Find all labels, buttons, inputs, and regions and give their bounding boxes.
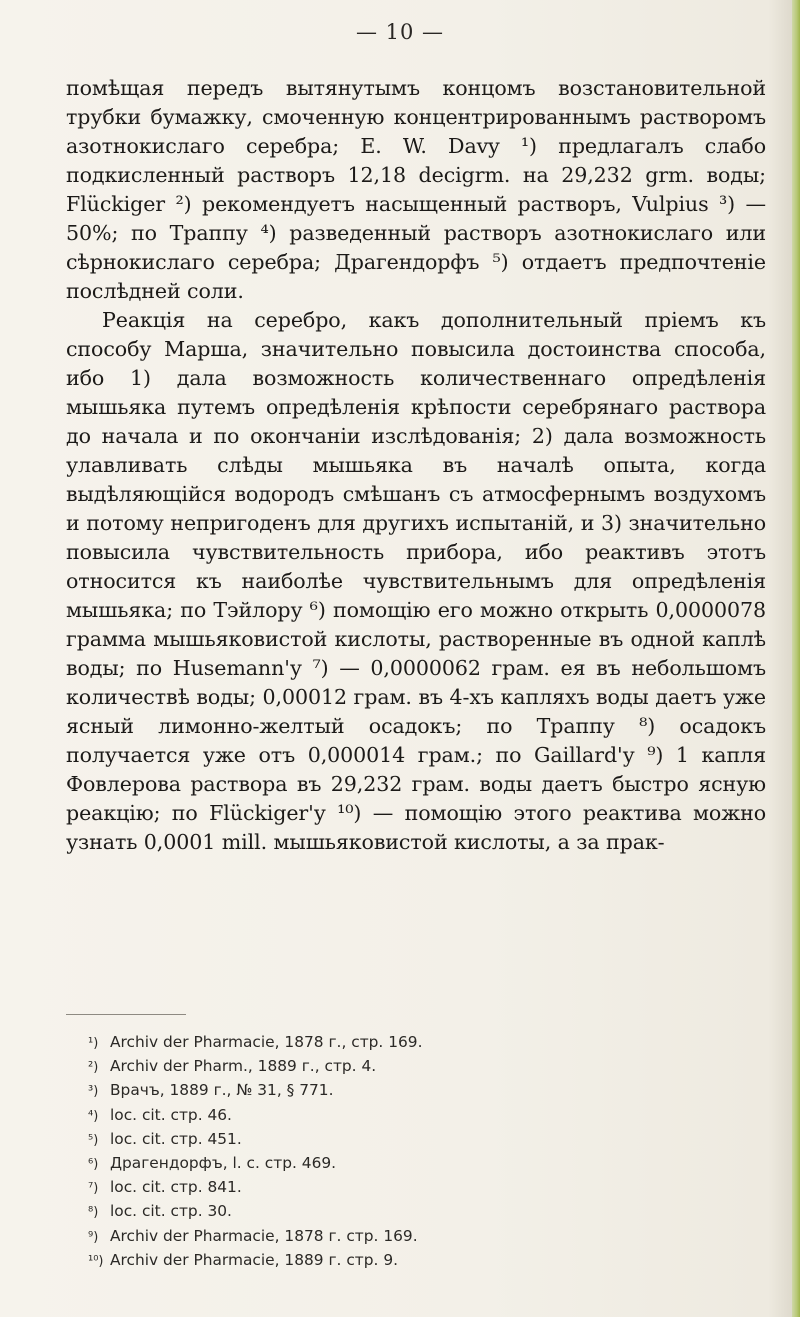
main-text <box>66 74 766 857</box>
footnote <box>88 1249 728 1273</box>
footnote-number: ³) <box>88 1084 99 1100</box>
footnote-number: ⁴) <box>88 1108 99 1124</box>
page-number: — 10 — <box>355 20 445 44</box>
footnote-number: ¹⁰) <box>88 1253 104 1269</box>
page-edge <box>792 0 800 1317</box>
paragraph-1: помѣщая передъ вытянутымъ концомъ возстановительной трубки бумажку, смоченную концентрированнымъ растворомъ азотнокислаго серебра; E. W. Davy ¹) предлагалъ слабо подкисленный растворъ 12,18 decigrm. на 29,232 grm. воды; Flückiger ²) рекомендуетъ насыщенный растворъ, Vulpius ³) — 50%; по Траппу ⁴) разведенный растворъ азотнокислаго или сѣрнокислаго серебра; Драгендорфъ ⁵) отдаетъ предпочтеніе послѣдней соли. <box>66 76 766 303</box>
footnote-number: ⁶) <box>88 1157 99 1173</box>
footnote-text: Archiv der Pharmacie, 1889 г. стр. 9. <box>110 1250 399 1269</box>
footnote <box>88 1152 728 1176</box>
footnote-number: ⁵) <box>88 1132 99 1148</box>
footnote-text: Врачъ, 1889 г., № 31, § 771. <box>110 1081 334 1100</box>
footnote <box>88 1031 728 1055</box>
paragraph-2: Реакція на серебро, какъ дополнительный пріемъ къ способу Марша, значительно повысила достоинства способа, ибо 1) дала возможность количественнаго опредѣленія мышьяка путемъ опредѣленія крѣпости серебрянаго раствора до начала и по окончаніи изслѣдованія; 2) дала возможность улавливать слѣды мышьяка въ началѣ опыта, когда выдѣляющійся водородъ смѣшанъ съ атмосфернымъ воздухомъ и потому непригоденъ для другихъ испытаній, и 3) значительно повысила чувствительность прибора, ибо реактивъ этотъ относится къ наиболѣе чувствительнымъ для опредѣленія мышьяка; по Тэйлору ⁶) помощію его можно открыть 0,0000078 грамма мышьяковистой кислоты, растворенные въ одной каплѣ воды; по Husemann'у ⁷) — 0,0000062 грам. ея въ небольшомъ количествѣ воды; 0,00012 грам. въ 4-хъ капляхъ воды даетъ уже ясный лимонно-желтый осадокъ; по Траппу ⁸) осадокъ получается уже отъ 0,000014 грам.; по Gaillard'у ⁹) 1 капля Фовлерова раствора въ 29,232 грам. воды даетъ быстро ясную реакцію; по Flückiger'у ¹⁰) — помощію этого реактива можно узнать 0,0001 mill. мышьяковистой кислоты, а за прак- <box>66 308 766 854</box>
footnote-number: ⁷) <box>88 1181 99 1197</box>
footnote-number: ⁸) <box>88 1205 99 1221</box>
footnote-divider <box>66 1014 186 1015</box>
footnote-text: Archiv der Pharm., 1889 г., стр. 4. <box>110 1057 377 1076</box>
footnote-number: ¹) <box>88 1036 99 1051</box>
footnote-number: ²) <box>88 1060 99 1076</box>
footnote <box>88 1055 728 1079</box>
footnote-text: Archiv der Pharmacie, 1878 г. стр. 169. <box>110 1226 418 1245</box>
footnotes <box>88 1031 728 1273</box>
footnote-text: loc. cit. стр. 841. <box>110 1178 242 1197</box>
footnote-number: ⁹) <box>88 1229 99 1245</box>
footnote-text: loc. cit. стр. 30. <box>110 1202 232 1221</box>
footnote <box>88 1128 728 1152</box>
footnote-text: Archiv der Pharmacie, 1878 г., стр. 169. <box>110 1033 423 1051</box>
footnote <box>88 1176 728 1200</box>
footnote <box>88 1225 728 1249</box>
footnote-text: loc. cit. стр. 46. <box>110 1105 232 1124</box>
footnote <box>88 1104 728 1128</box>
footnote-text: Драгендорфъ, l. c. стр. 469. <box>110 1154 337 1173</box>
footnote <box>88 1200 728 1224</box>
footnote-text: loc. cit. стр. 451. <box>110 1129 242 1148</box>
footnote <box>88 1079 728 1103</box>
